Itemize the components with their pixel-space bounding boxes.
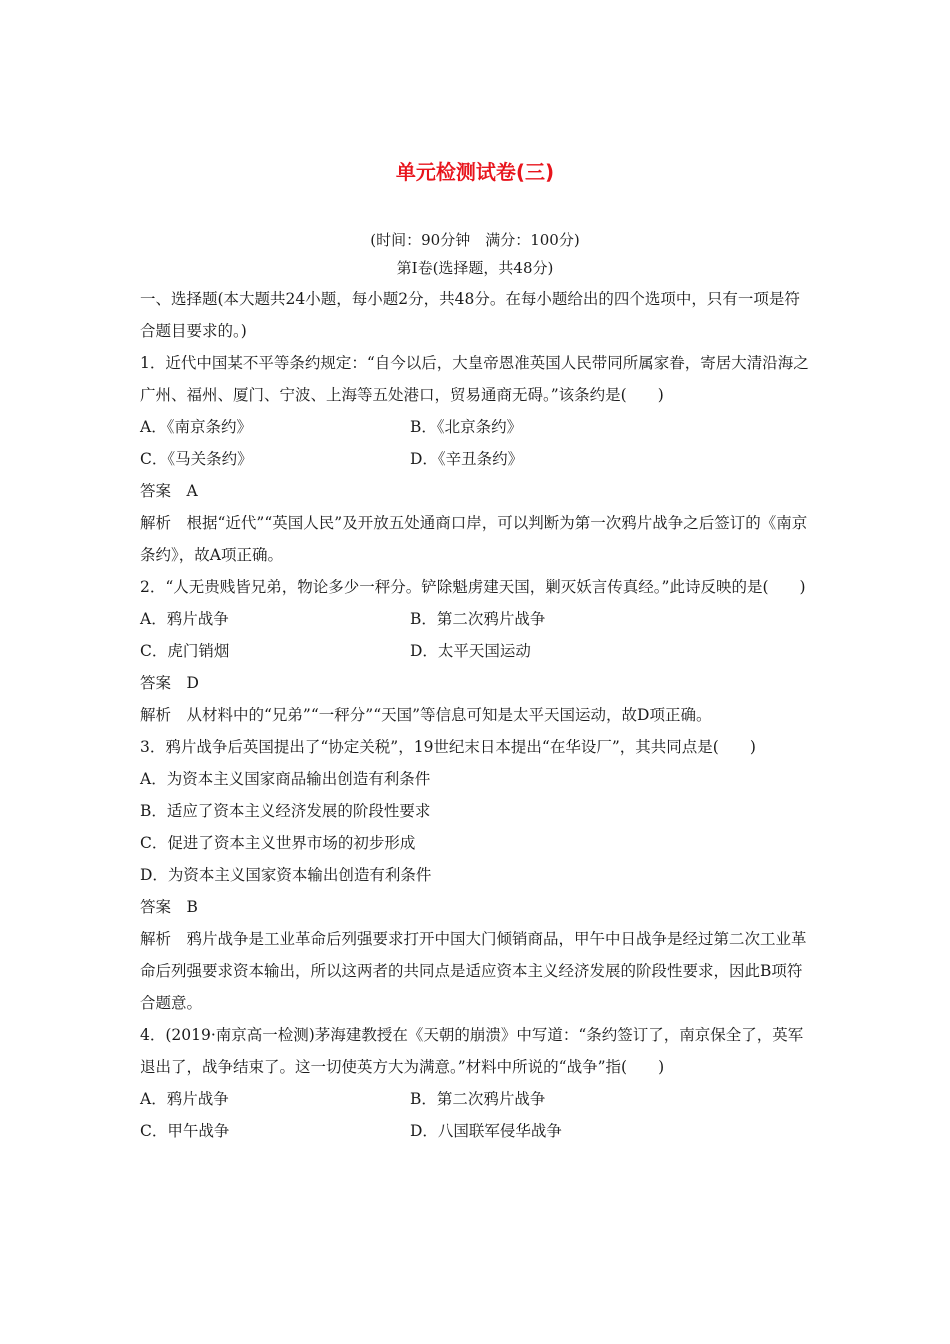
page-title: 单元检测试卷(三) bbox=[395, 160, 555, 184]
question-1-analysis: 解析 根据“近代”“英国人民”及开放五处通商口岸，可以判断为第一次鸦片战争之后签订的《南京条约》，故A项正确。 bbox=[140, 514, 808, 564]
question-2-options-row-2 bbox=[140, 635, 810, 667]
question-4-options-row-1 bbox=[140, 1083, 810, 1115]
option-a: A．鸦片战争 bbox=[140, 610, 229, 628]
option-c: C．虎门销烟 bbox=[140, 642, 230, 660]
option-c: C．甲午战争 bbox=[140, 1122, 230, 1140]
question-3-stem: 3．鸦片战争后英国提出了“协定关税”，19世纪末日本提出“在华设厂”，其共同点是( ) bbox=[140, 738, 756, 756]
question-2-analysis: 解析 从材料中的“兄弟”“一秤分”“天国”等信息可知是太平天国运动，故D项正确。 bbox=[140, 706, 712, 724]
option-b: B．第二次鸦片战争 bbox=[410, 1090, 546, 1108]
option-b: B．第二次鸦片战争 bbox=[410, 610, 546, 628]
option-d: D．为资本主义国家资本输出创造有利条件 bbox=[140, 866, 432, 884]
part-heading: 第Ⅰ卷(选择题，共48分) bbox=[396, 259, 554, 277]
question-1-answer: 答案 A bbox=[140, 482, 198, 500]
option-b: B．《北京条约》 bbox=[410, 418, 523, 436]
option-a: A．鸦片战争 bbox=[140, 1090, 229, 1108]
option-a: A．《南京条约》 bbox=[140, 418, 252, 436]
option-d: D．八国联军侵华战争 bbox=[410, 1122, 562, 1140]
question-3-analysis: 解析 鸦片战争是工业革命后列强要求打开中国大门倾销商品，甲午中日战争是经过第二次工业革命后列强要求资本输出，所以这两者的共同点是适应资本主义经济发展的阶段性要求，因此B项符合题意。 bbox=[140, 930, 807, 1012]
question-2-stem: 2．“人无贵贱皆兄弟，物论多少一秤分。铲除魁虏建天国，剿灭妖言传真经。”此诗反映的是( ) bbox=[140, 578, 806, 596]
question-1-options-row-2 bbox=[140, 443, 810, 475]
question-1-options-row-1 bbox=[140, 411, 810, 443]
question-4-options-row-2 bbox=[140, 1115, 810, 1147]
question-2-answer: 答案 D bbox=[140, 674, 199, 692]
question-2-options-row-1 bbox=[140, 603, 810, 635]
option-c: C．促进了资本主义世界市场的初步形成 bbox=[140, 834, 416, 852]
question-1-stem: 1．近代中国某不平等条约规定：“自今以后，大皇帝恩准英国人民带同所属家眷，寄居大清沿海之广州、福州、厦门、宁波、上海等五处港口，贸易通商无碍。”该条约是( ) bbox=[140, 354, 809, 404]
option-c: C．《马关条约》 bbox=[140, 450, 253, 468]
section-header: 一、选择题(本大题共24小题，每小题2分，共48分。在每小题给出的四个选项中，只有一项是符合题目要求的。) bbox=[140, 290, 800, 340]
question-4-stem: 4．(2019·南京高一检测)茅海建教授在《天朝的崩溃》中写道：“条约签订了，南京保全了，英军退出了，战争结束了。这一切使英方大为满意。”材料中所说的“战争”指( ) bbox=[140, 1026, 804, 1076]
question-3-answer: 答案 B bbox=[140, 898, 198, 916]
option-d: D．太平天国运动 bbox=[410, 642, 531, 660]
question-content bbox=[140, 283, 810, 1147]
option-a: A．为资本主义国家商品输出创造有利条件 bbox=[140, 770, 431, 788]
option-d: D．《辛丑条约》 bbox=[410, 450, 524, 468]
option-b: B．适应了资本主义经济发展的阶段性要求 bbox=[140, 802, 431, 820]
exam-meta: (时间：90分钟 满分：100分) bbox=[370, 231, 580, 249]
